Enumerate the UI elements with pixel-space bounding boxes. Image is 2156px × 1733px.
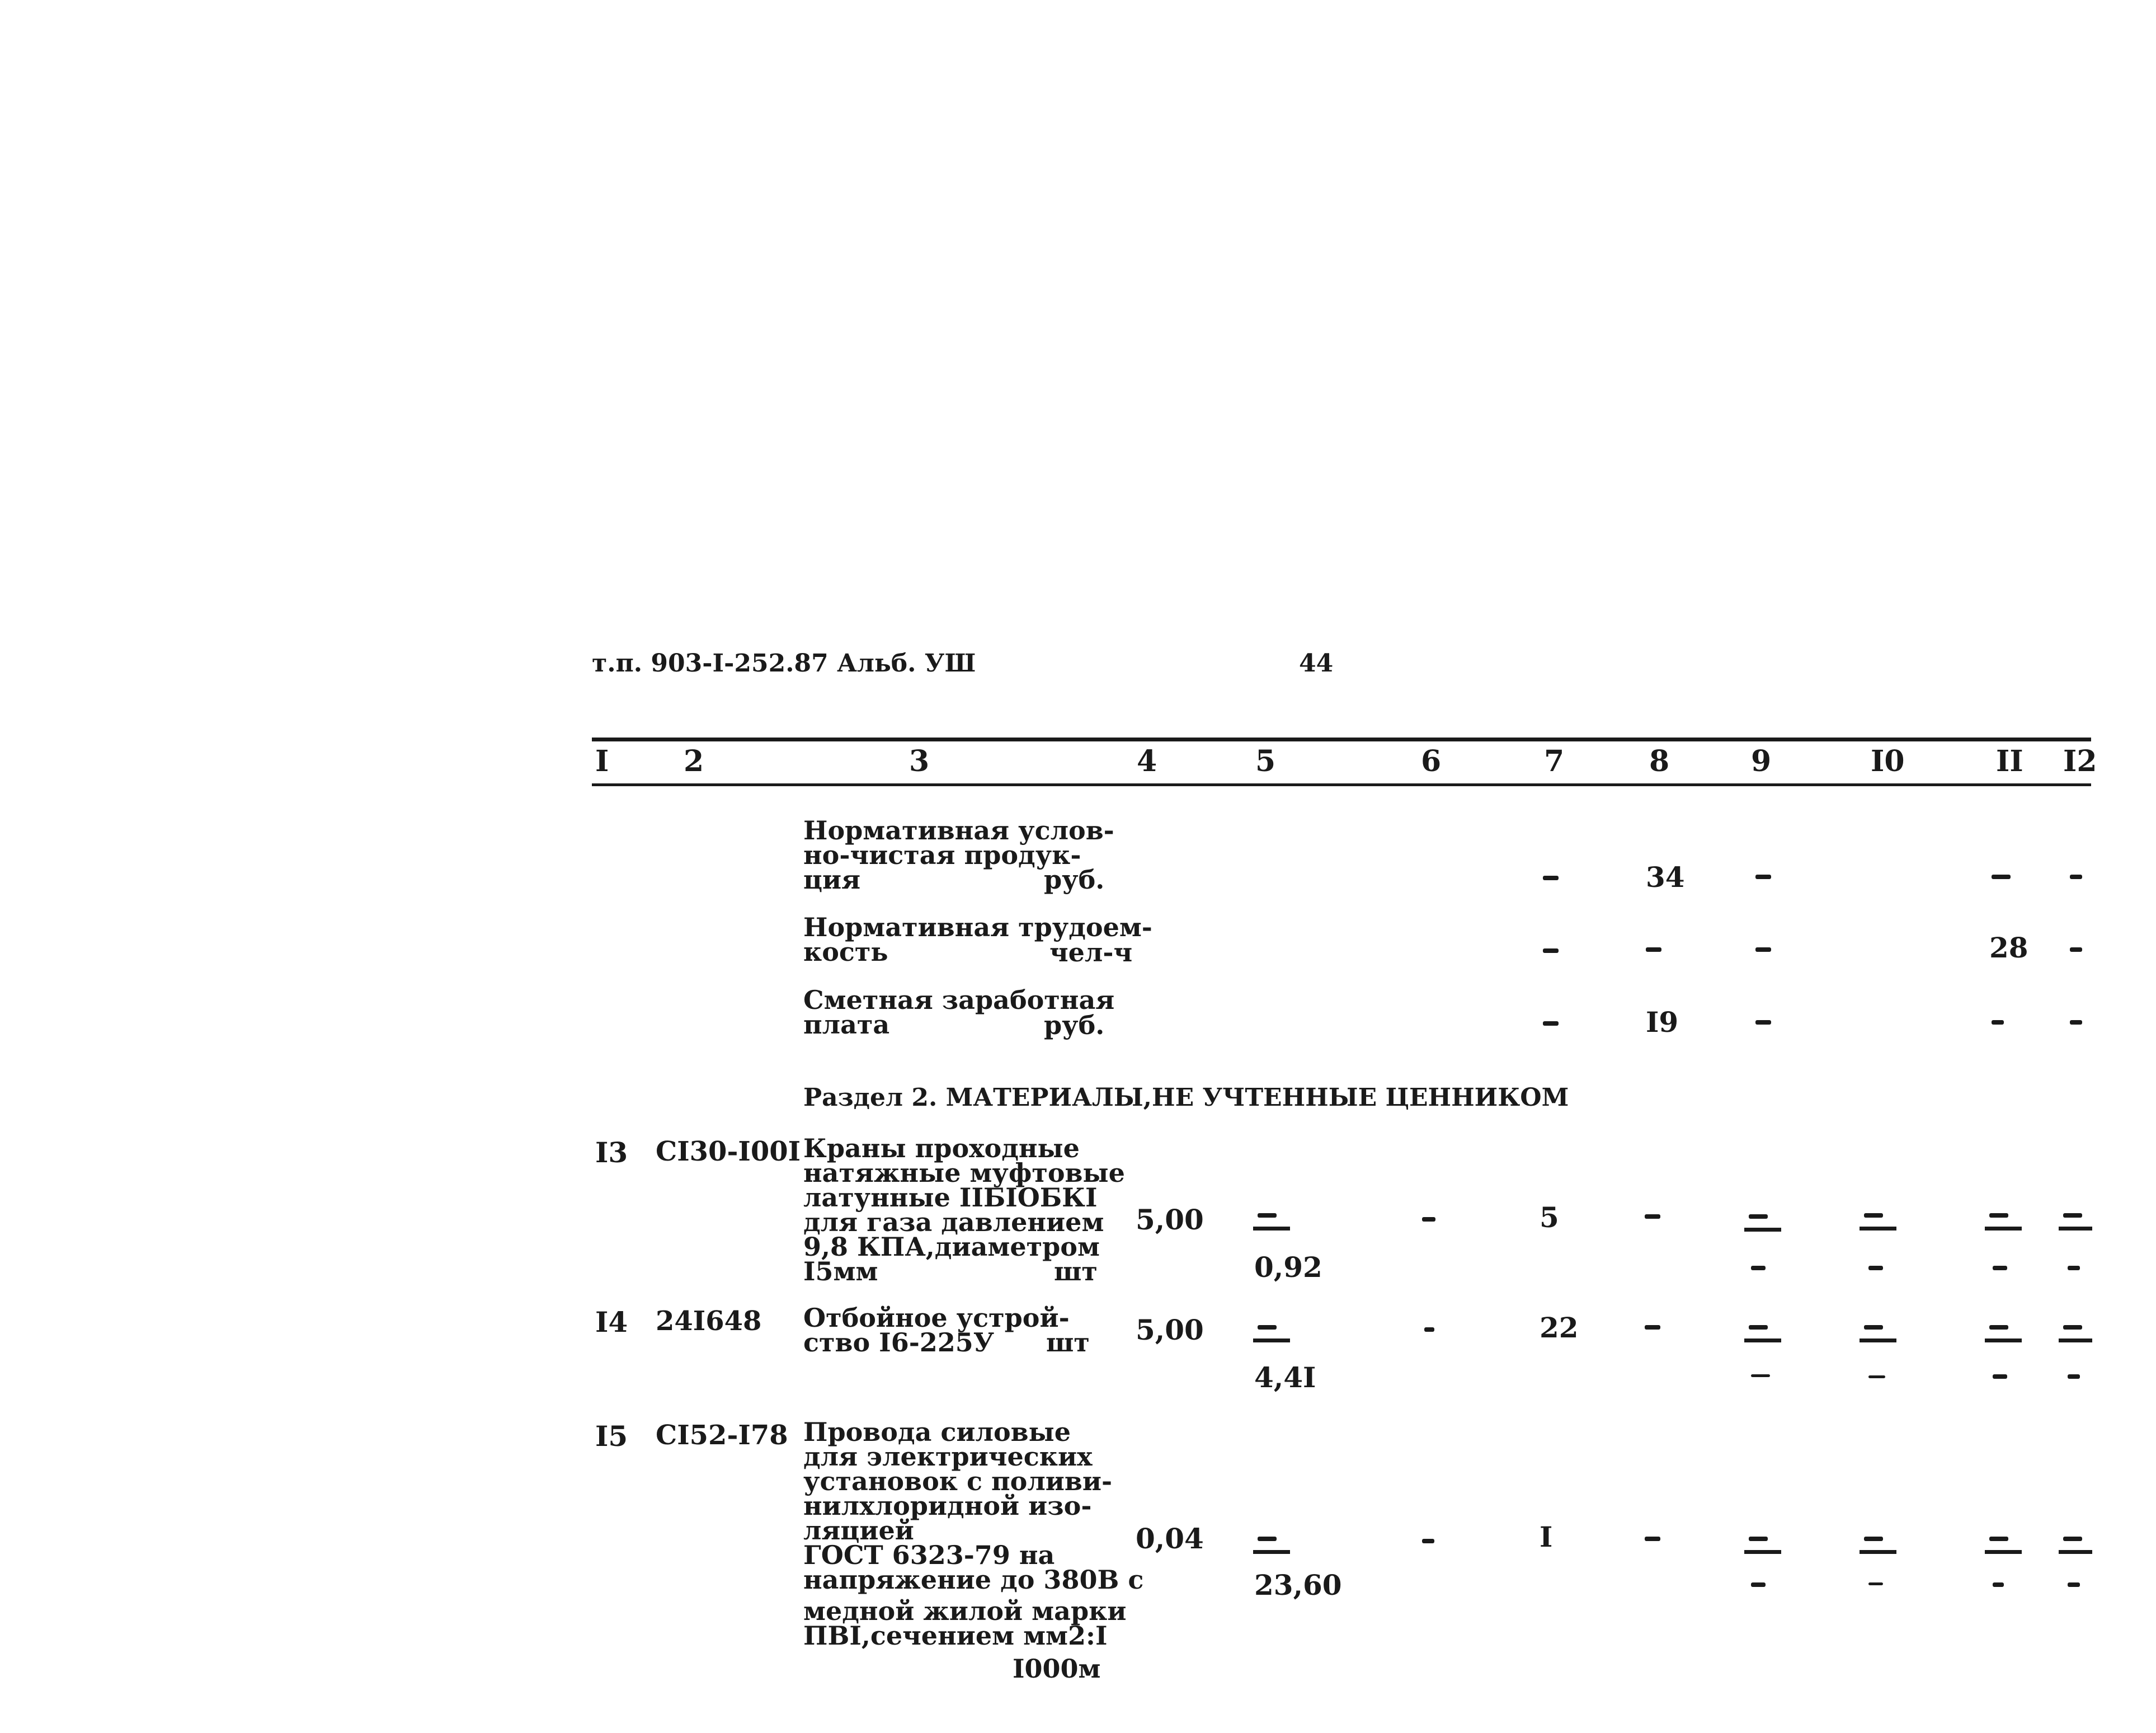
item-14-col9-lower [1751,1374,1770,1377]
item-13-col6 [1422,1217,1435,1222]
column-header-6: 6 [1421,744,1442,778]
table-top-rule [592,738,2091,741]
item-13-description: Краны проходные натяжные муфтовые латунные IIБIОБКI для газа давлением 9,8 КПА,диаметром I5мм [803,1133,1125,1286]
item-15-col11-lower [1993,1582,2004,1587]
item-15-col8 [1645,1537,1660,1541]
document-reference: т.п. 903-I-252.87 Альб. УШ [592,649,976,678]
item-15-col9-lower [1751,1582,1766,1587]
item-14-description: Отбойное устрой- ство I6-225У [803,1303,1070,1358]
item-14-quantity: 5,00 [1136,1313,1204,1346]
column-header-10: I0 [1871,744,1905,778]
item-13-unit: шт [1054,1256,1098,1286]
item-13-col11-lower [1993,1266,2007,1270]
item-14-col12-lower [2068,1374,2080,1379]
summary-row-1-col8: 34 [1646,861,1685,894]
summary-row-2-unit: чел-ч [1049,937,1133,968]
item-15-col10-lower [1868,1582,1883,1585]
summary-row-1-col11 [1992,875,2011,879]
item-15-unit: I000м [1013,1654,1101,1684]
summary-row-2-col7 [1543,948,1559,953]
summary-row-3-col7 [1543,1021,1559,1026]
item-14-col11-lower [1993,1374,2007,1379]
item-15-col10-fraction [1860,1537,1896,1556]
column-header-7: 7 [1544,744,1565,778]
summary-row-1-col9 [1755,875,1771,879]
item-13-price: 0,92 [1254,1251,1322,1284]
item-14-col8 [1645,1325,1660,1330]
item-13-col8 [1645,1214,1660,1219]
summary-row-3-unit: руб. [1044,1010,1105,1040]
item-14-col7: 22 [1540,1311,1579,1344]
summary-row-1-col12 [2070,875,2082,879]
summary-row-3-col8: I9 [1646,1006,1679,1039]
column-header-3: 3 [909,744,930,778]
column-header-11: II [1996,744,2023,778]
column-header-9: 9 [1751,744,1772,778]
item-15-quantity: 0,04 [1136,1522,1204,1555]
summary-row-3-col9 [1755,1020,1771,1025]
column-header-12: I2 [2063,744,2097,778]
summary-row-3-text: Сметная заработная плата [803,985,1115,1040]
header-bottom-rule [592,783,2091,786]
item-14-price-fraction [1253,1325,1290,1344]
summary-row-2-col12 [2070,947,2082,952]
item-15-description: Провода силовые для электрических установок с поливи- нилхлоридной изо- ляцией ГОСТ 6323-79 на напряжение до 380В с медной жилой марки ПВI,сечением мм2:I [803,1417,1144,1651]
summary-row-2-col11: 28 [1989,931,2028,964]
item-15-col7: I [1540,1520,1553,1553]
item-14-col12-fraction [2059,1325,2092,1344]
column-header-1: I [595,744,609,778]
summary-row-2-col8 [1646,947,1661,952]
section-title: Раздел 2. МАТЕРИАЛЫ,НЕ УЧТЕННЫЕ ЦЕННИКОМ [803,1083,1569,1112]
item-15-number: I5 [595,1420,628,1453]
item-15-price: 23,60 [1254,1568,1342,1602]
summary-row-1-unit: руб. [1044,865,1105,895]
item-13-quantity: 5,00 [1136,1203,1204,1236]
item-15-col12-lower [2068,1582,2080,1587]
item-13-col7: 5 [1540,1201,1559,1234]
item-15-col11-fraction [1985,1537,2022,1556]
summary-row-1-col7 [1543,876,1559,880]
item-13-col9-lower [1751,1266,1766,1270]
item-13-col9-fraction [1744,1214,1781,1233]
item-15-price-fraction [1253,1537,1290,1556]
page-number: 44 [1299,649,1334,678]
item-15-code: CI52-I78 [656,1420,788,1451]
item-14-col6 [1424,1327,1434,1332]
column-header-8: 8 [1649,744,1670,778]
item-13-col12-fraction [2059,1213,2092,1232]
item-13-col10-fraction [1860,1213,1896,1232]
item-14-unit: шт [1046,1327,1090,1358]
column-header-2: 2 [684,744,704,778]
summary-row-3-col11 [1992,1020,2004,1025]
item-13-number: I3 [595,1136,628,1169]
summary-row-1-text: Нормативная услов- но-чистая продук- ция [803,815,1114,895]
item-14-col9-fraction [1744,1325,1781,1344]
item-14-col11-fraction [1985,1325,2022,1344]
item-14-code: 24I648 [656,1305,762,1337]
item-14-price: 4,4I [1254,1361,1316,1394]
column-header-4: 4 [1137,744,1157,778]
column-header-5: 5 [1255,744,1276,778]
item-13-col11-fraction [1985,1213,2022,1232]
item-15-col9-fraction [1744,1537,1781,1556]
summary-row-2-col9 [1755,947,1771,952]
item-14-col10-lower [1868,1375,1885,1378]
item-13-price-fraction [1253,1213,1290,1232]
item-13-col12-lower [2068,1266,2080,1270]
item-14-col10-fraction [1860,1325,1896,1344]
item-13-col10-lower [1868,1266,1883,1270]
item-14-number: I4 [595,1305,628,1339]
item-15-col12-fraction [2059,1537,2092,1556]
item-15-col6 [1422,1539,1434,1543]
summary-row-2-text: Нормативная трудоем- кость [803,912,1152,967]
summary-row-3-col12 [2070,1020,2082,1025]
item-13-code: CI30-I00I [656,1136,801,1167]
